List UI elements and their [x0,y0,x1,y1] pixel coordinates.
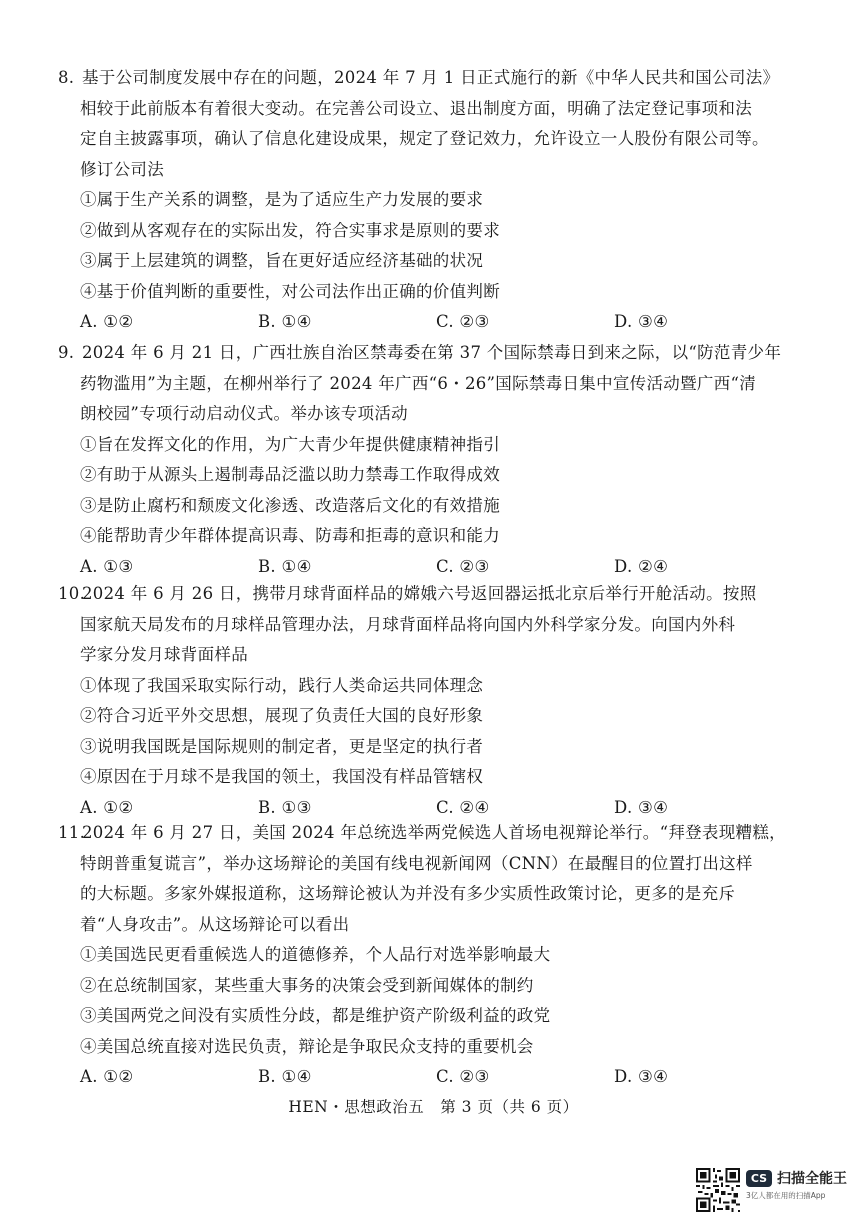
option-statement: ④美国总统直接对选民负责，辩论是争取民众支持的重要机会 [80,1036,534,1056]
question-stem-text: 2024 年 6 月 21 日，广西壮族自治区禁毒委在第 37 个国际禁毒日到来之际，以“防范青少年 [82,343,782,362]
scanner-brand [746,1168,847,1201]
answer-choices [58,552,818,582]
option-statement: ③说明我国既是国际规则的制定者，更是坚定的执行者 [80,736,484,756]
choice-a: A. ①② [80,1067,134,1086]
option-statement: ①美国选民更看重候选人的道德修养，个人品行对选举影响最大 [80,945,551,964]
choice-c: C. ②③ [436,1067,490,1086]
qr-code-icon [696,1168,740,1212]
option-statement: ②在总统制国家，某些重大事务的决策会受到新闻媒体的制约 [80,975,534,995]
answer-choices [58,307,818,337]
choice-b: B. ①③ [258,797,312,817]
choice-b: B. ①④ [258,312,312,331]
choice-d: D. ③④ [614,1067,669,1086]
choice-d: D. ③④ [614,797,669,817]
option-statement: ②有助于从源头上遏制毒品泛滥以助力禁毒工作取得成效 [80,465,500,484]
question-stem-line: 修订公司法 [80,159,164,179]
question-stem-line: 相较于此前版本有着很大变动。在完善公司设立、退出制度方面，明确了法定登记事项和法 [80,98,752,118]
question-8 [58,63,818,337]
scanner-app-name: 扫描全能王 [777,1171,847,1187]
question-number: 10. [58,584,86,603]
choice-b: B. ①④ [258,556,312,576]
question-10 [58,579,818,823]
scanner-tagline: 3亿人都在用的扫描App [746,1191,826,1200]
question-stem-line: 药物滥用”为主题，在柳州举行了 2024 年广西“6・26”国际禁毒日集中宣传活动暨广西“清 [80,373,757,393]
question-11 [58,818,818,1092]
option-statement: ④原因在于月球不是我国的领土，我国没有样品管辖权 [80,767,484,786]
camscanner-logo-icon: CS [746,1170,772,1187]
question-stem-text: 基于公司制度发展中存在的问题，2024 年 7 月 1 日正式施行的新《中华人民共和国公司法》 [82,68,780,87]
question-stem-line [58,63,818,94]
page-footer: HEN・思想政治五 第 3 页（共 6 页） [288,1098,579,1116]
option-statement: ④基于价值判断的重要性，对公司法作出正确的价值判断 [80,281,500,301]
question-stem-text: 2024 年 6 月 26 日，携带月球背面样品的嫦娥六号返回器运抵北京后举行开舱活动。按照 [82,584,757,603]
choice-a: A. ①③ [80,556,134,576]
choice-d: D. ②④ [614,556,669,576]
option-statement: ①属于生产关系的调整，是为了适应生产力发展的要求 [80,190,484,209]
question-stem-line: 国家航天局发布的月球样品管理办法，月球背面样品将向国内外科学家分发。向国内外科 [80,614,736,634]
question-stem-line: 的大标题。多家外媒报道称，这场辩论被认为并没有多少实质性政策讨论，更多的是充斥 [80,884,736,903]
question-number: 8. [58,68,75,87]
option-statement: ②符合习近平外交思想，展现了负责任大国的良好形象 [80,706,484,725]
question-stem-line: 着“人身攻击”。从这场辩论可以看出 [80,914,350,934]
choice-a: A. ①② [80,312,134,331]
scanner-watermark [696,1168,847,1212]
choice-a: A. ①② [80,797,134,817]
question-stem-line: 定自主披露事项，确认了信息化建设成果，规定了登记效力，允许设立一人股份有限公司等。 [80,129,769,148]
question-stem-line [58,579,818,610]
question-stem-line [58,818,818,849]
scanner-brand-row [746,1168,847,1188]
answer-choices [58,1062,818,1092]
question-number: 9. [58,343,75,362]
option-statement: ③是防止腐朽和颓废文化渗透、改造落后文化的有效措施 [80,495,500,515]
option-statement: ③属于上层建筑的调整，旨在更好适应经济基础的状况 [80,251,484,270]
option-statement: ①旨在发挥文化的作用，为广大青少年提供健康精神指引 [80,434,500,454]
question-9 [58,338,818,582]
choice-d: D. ③④ [614,312,669,331]
question-number: 11. [58,823,86,842]
choice-c: C. ②③ [436,312,490,331]
choice-c: C. ②④ [436,797,490,817]
question-stem-line: 朗校园”专项行动启动仪式。举办该专项活动 [80,404,408,423]
option-statement: ④能帮助青少年群体提高识毒、防毒和拒毒的意识和能力 [80,526,500,545]
question-stem-line: 学家分发月球背面样品 [80,645,248,664]
option-statement: ③美国两党之间没有实质性分歧，都是维护资产阶级利益的政党 [80,1006,551,1025]
question-stem-text: 2024 年 6 月 27 日，美国 2024 年总统选举两党候选人首场电视辩论举行。“拜登表现糟糕， [82,823,786,842]
choice-b: B. ①④ [258,1067,312,1086]
option-statement: ②做到从客观存在的实际出发，符合实事求是原则的要求 [80,220,500,240]
choice-c: C. ②③ [436,556,490,576]
question-stem-line [58,338,818,369]
option-statement: ①体现了我国采取实际行动，践行人类命运共同体理念 [80,675,484,695]
question-stem-line: 特朗普重复谎言”，举办这场辩论的美国有线电视新闻网（CNN）在最醒目的位置打出这样 [80,853,753,873]
